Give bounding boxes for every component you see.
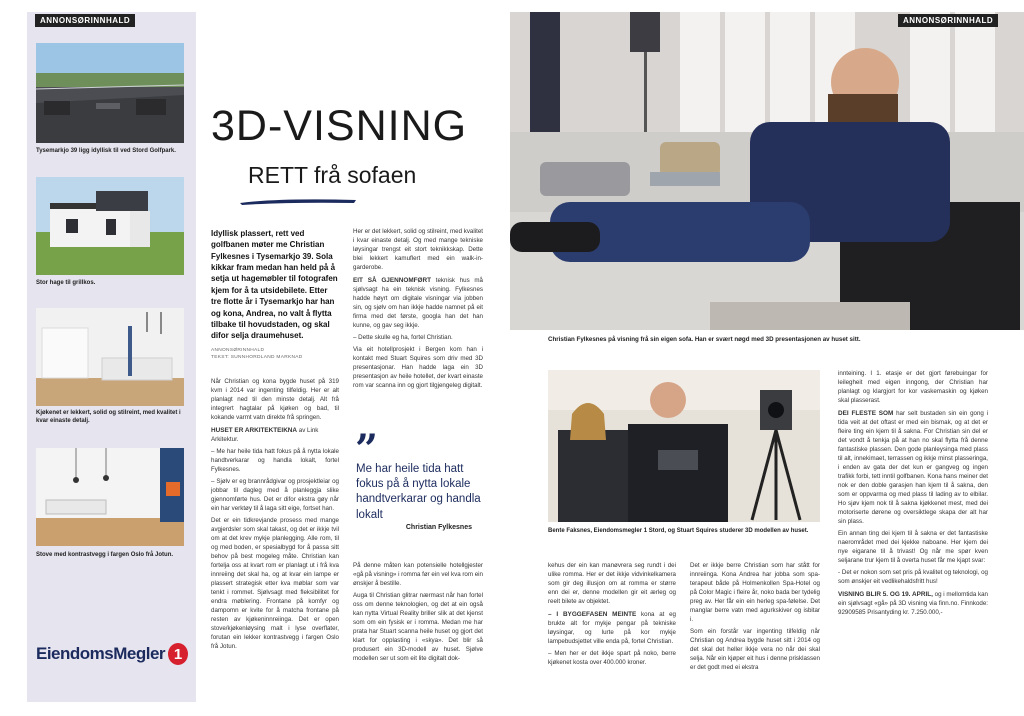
terrace-photo	[36, 43, 184, 143]
paragraph: innteining. I 1. etasje er det gjort førebuingar for leilegheit med eigen inngong, der Christian har planlagt og klargjort for kor vaskemaskin og kjøken skal plasserast.	[838, 370, 988, 404]
pull-quote: Me har heile tida hatt fokus på å nytta lokale handtverkarar og handla lokalt	[356, 463, 481, 521]
main-sofa-photo	[510, 12, 1024, 330]
paragraph: Det er ikkje berre Christian som har stått for innreiinga. Kona Andrea har jobba som spa-terapeut både på Holmenkollen Spa-Hotel og på Color Magic i fleire år, noko bada ber tydelig preg av. Her får ein ein herleg spa-følelse. Det manglar berre vatn med agurkskiver og isbitar i.	[690, 562, 820, 623]
paragraph: – Sjølv er eg brannrådgivar og prosjektleiar og jobbar til dagleg med å planleggja slike gjennomførte hus. Det er difor ekstra gøy når ein har verktøy til å laga sitt eige, fortset han.	[211, 477, 339, 512]
text-column-3	[548, 562, 676, 671]
house-exterior-photo	[36, 177, 184, 275]
paragraph-text: og i mellomtida kan ein sjølvsagt «gå» på 3D visning via finn.no. Finnkode: 92909585 Prisantyding kr. 7.250.000,-	[838, 590, 988, 616]
text-column-1	[211, 378, 339, 655]
subheading: – I BYGGEFASEN MEINTE	[548, 610, 637, 618]
pull-quote-author: Christian Fylkesnes	[405, 524, 472, 531]
text-column-2	[353, 228, 483, 394]
paragraph: Som ein forstår var ingenting tilfeldig når Christian og Andrea bygde huset sitt i 2014 og det skal det heller ikkje vera no når dei skal selja. Når ein kjøper eit hus i denne prisklassen er det godt med ei ekstra	[690, 627, 820, 671]
logo-text: EiendomsMegler	[36, 644, 166, 663]
article-title: 3D-VISNING	[211, 102, 468, 150]
text-column-5	[838, 370, 988, 621]
caption-second-photo: Bente Faksnes, Eiendomsmegler 1 Stord, og Stuart Squires studerer 3D modellen av huset.	[548, 528, 809, 534]
paragraph: Ein annan ting dei kjem til å sakna er det fantastiske naerområdet med dei kjekke naboane. Her kjem dei nye eigarane til å trivast! Og når me spør kven seljarane trur kjem til å overta huset får me kjapt svar:	[838, 529, 988, 564]
subheading-rest: av Link	[297, 426, 319, 434]
paragraph	[548, 610, 676, 647]
paragraph: – Dette skulle eg ha, fortel Christian.	[353, 333, 453, 341]
paragraph: – Men her er det ikkje spart på noko, berre kjøkenet kosta over 400.000 kroner.	[548, 649, 676, 666]
article-subtitle: RETT frå sofaen	[248, 162, 417, 188]
paragraph	[353, 276, 483, 331]
paragraph-text: har selt bustaden sin ein gong i tida veit at det oftast er med ein bismak, og at det er fleire ting ein kjem til å sakna. For Christian sin del er det vondt å tenkja på at han no skal flytta frå denne fantastiske plassen. Den gode planleysinga med plass til alt, innekimaet, terrassen og ikkje minst plasseringa, i enden av gata der det kun er gangveg og ingen trafikk forbi, tett inntil golfbanen. Kona hans meiner det nok er den doble garasjen han kjem til å sakna, den som er oppvarma og med plass til lading av to elbilar. Ho sjøv kjem nok til å sakna kjøkkenet mest, med dei motoriserte dørene og oversiktlege skapa der alt har sin plass.	[838, 409, 988, 525]
subheading: EIT SÅ GJENNOMFØRT	[353, 276, 432, 284]
paragraph: Her er det lekkert, solid og stilreint, med kvalitet i kvar einaste detalj. Og med mange tekniske løysingar trengst eit stort teknikkskap. Dette blei lekkert kamuflert med ein walk-in-garderobe.	[353, 228, 483, 271]
caption-garden: Stor hage til grillkos.	[36, 280, 96, 286]
paragraph: Når Christian og kona bygde huset på 319 kvm i 2014 var ingenting tilfeldig. Her er alt planlagt ned til den minste detalj. Alt frå integrert hagtalar på kjøken og bad, til kokande varmt vatn direkte frå springen.	[211, 378, 339, 421]
paragraph: Det er ein tidkrevjande prosess med mange avgjerdsler som skal takast, og det er ikkje tvil om at det krev mykje planlegging. Alle rom, til og med boden, er spesialbygd for å passa sitt behov på best mogeleg måte. Christian kan fortelja oss at kvart rom er planlagt ut i frå kva innreiing det skal ha, og at kvar ein lampe er plassert strategisk etter kva møblar som var tenkt i rommet. Sjølvsagt med fleksibilitet for endra møblering. Frontane på komfyr og dampomn er kvite for å matcha frontane på resten av kjøkeninnreiinga. Det er open stove/kjøkenløysing malt i lyse overflater, forutan ein lekker kontrastvegg i fargen Oslo frå Jotun.	[211, 516, 339, 650]
caption-living-room: Stove med kontrastvegg i fargen Oslo frå Jotun.	[36, 552, 174, 558]
lead-paragraph: Idyllisk plassert, rett ved golfbanen møter me Christian Fylkesnes i Tysemarkjo 39. Sola kikkar fram medan han held på å setja ut hagemøbler til fotografen kjem for å ta utsidebilete. Etter tre flotte år i Tysemarkjo har han og kona, Andrea, no valt å flytta tilbake til hovudstaden, og skal difor selja draumehuset.	[211, 229, 338, 341]
paragraph: - Det er nokon som set pris på kvalitet og teknologi, og som ønskjer eit vedlikehaldsfritt hus!	[838, 568, 988, 585]
paragraph: På denne måten kan potensielle hotellgjester «gå på visning» i romma før ein vel kva rom ein ønskjer å bestille.	[353, 562, 483, 587]
paragraph	[211, 426, 339, 445]
paragraph-text: kona at eg brukte alt for mykje pengar på tekniske løysingar, og lurte på kor mykje lampebudsjettet ville enda på, fortel Christian.	[548, 610, 676, 645]
paragraph: kehus der ein kan manøvrera seg rundt i dei ulike romma. Her er det ikkje vidvinkelkamera som gir deg illusjon om at romma er større enn dei er, denne modellen gir eit ærleg og reelt bilete av objektet.	[548, 562, 676, 605]
kitchen-photo	[36, 308, 184, 406]
paragraph-text: teknisk hus må sjølvsagt ha ein teknisk visning. Fylkesnes hadde høyrt om digitale visningar via jobben sin, og sjølv om han ikkje hadde namnet på eit firma med det første, googla han det han kunne, og gav seg ikkje.	[353, 276, 483, 329]
living-room-photo	[36, 448, 184, 546]
sponsored-tag-left: ANNONSØRINNHALD	[35, 14, 135, 27]
article-credit	[211, 348, 339, 361]
paragraph	[838, 409, 988, 527]
paragraph: Via eit hotellprosjekt i Bergen kom han i kontakt med Stuart Squires som driv med 3D presentasjonar. Han hadde laga ein 3D presentasjon av heile hotellet, der kvart einaste rom var scanna inn og gjort tilgjengeleg digitalt.	[353, 345, 483, 389]
paragraph	[838, 590, 988, 618]
subheading: HUSET ER ARKITEKTEIKNA	[211, 426, 298, 434]
caption-kitchen: Kjøkenet er lekkert, solid og stilreint, med kvalitet i kvar einaste detalj.	[36, 410, 181, 424]
sponsored-tag-right: ANNONSØRINNHALD	[898, 14, 998, 27]
text-column-2b	[353, 562, 483, 667]
text-column-4	[690, 562, 820, 676]
quote-mark-icon: ”	[355, 426, 379, 473]
subheading: DEI FLESTE SOM	[838, 409, 894, 417]
caption-main-photo: Christian Fylkesnes på visning frå sin eigen sofa. Han er svært nøgd med 3D presentasjonen av huset sitt.	[548, 336, 861, 343]
credit-line-1: ANNONSØRINNHALD	[211, 348, 265, 353]
paragraph: – Me har heile tida hatt fokus på å nytta lokale handtverkarar og handla lokalt, fortel Fylkesnes.	[211, 447, 339, 473]
logo-number-badge: 1	[168, 643, 188, 665]
subheading: VISNING BLIR 5. OG 19. APRIL,	[838, 590, 933, 598]
eiendomsmegler-logo	[36, 640, 188, 668]
3d-camera-photo	[548, 370, 820, 522]
paragraph: Auga til Christian glitrar nærmast når han fortel oss om denne teknologien, og det at ein også kan nytta Virtual Reality briller slik at det kjenst som om ein fysisk er i romma. Medan me har prata har Stuart scanna heile huset og gjort det klart for opplasting i «skya». Det blir så produsert ein 3D-modell av huset. Sjølve modellen ser ut som eit lite digitalt dok-	[353, 591, 483, 662]
credit-line-2: TEKST: SUNNHORDLAND MARKNAD	[211, 354, 303, 360]
caption-terrace: Tysemarkjo 39 ligg idyllisk til ved Stord Golfpark.	[36, 148, 176, 154]
brush-stroke-decoration	[238, 192, 358, 200]
paragraph-text: Arkitektur.	[211, 435, 239, 443]
